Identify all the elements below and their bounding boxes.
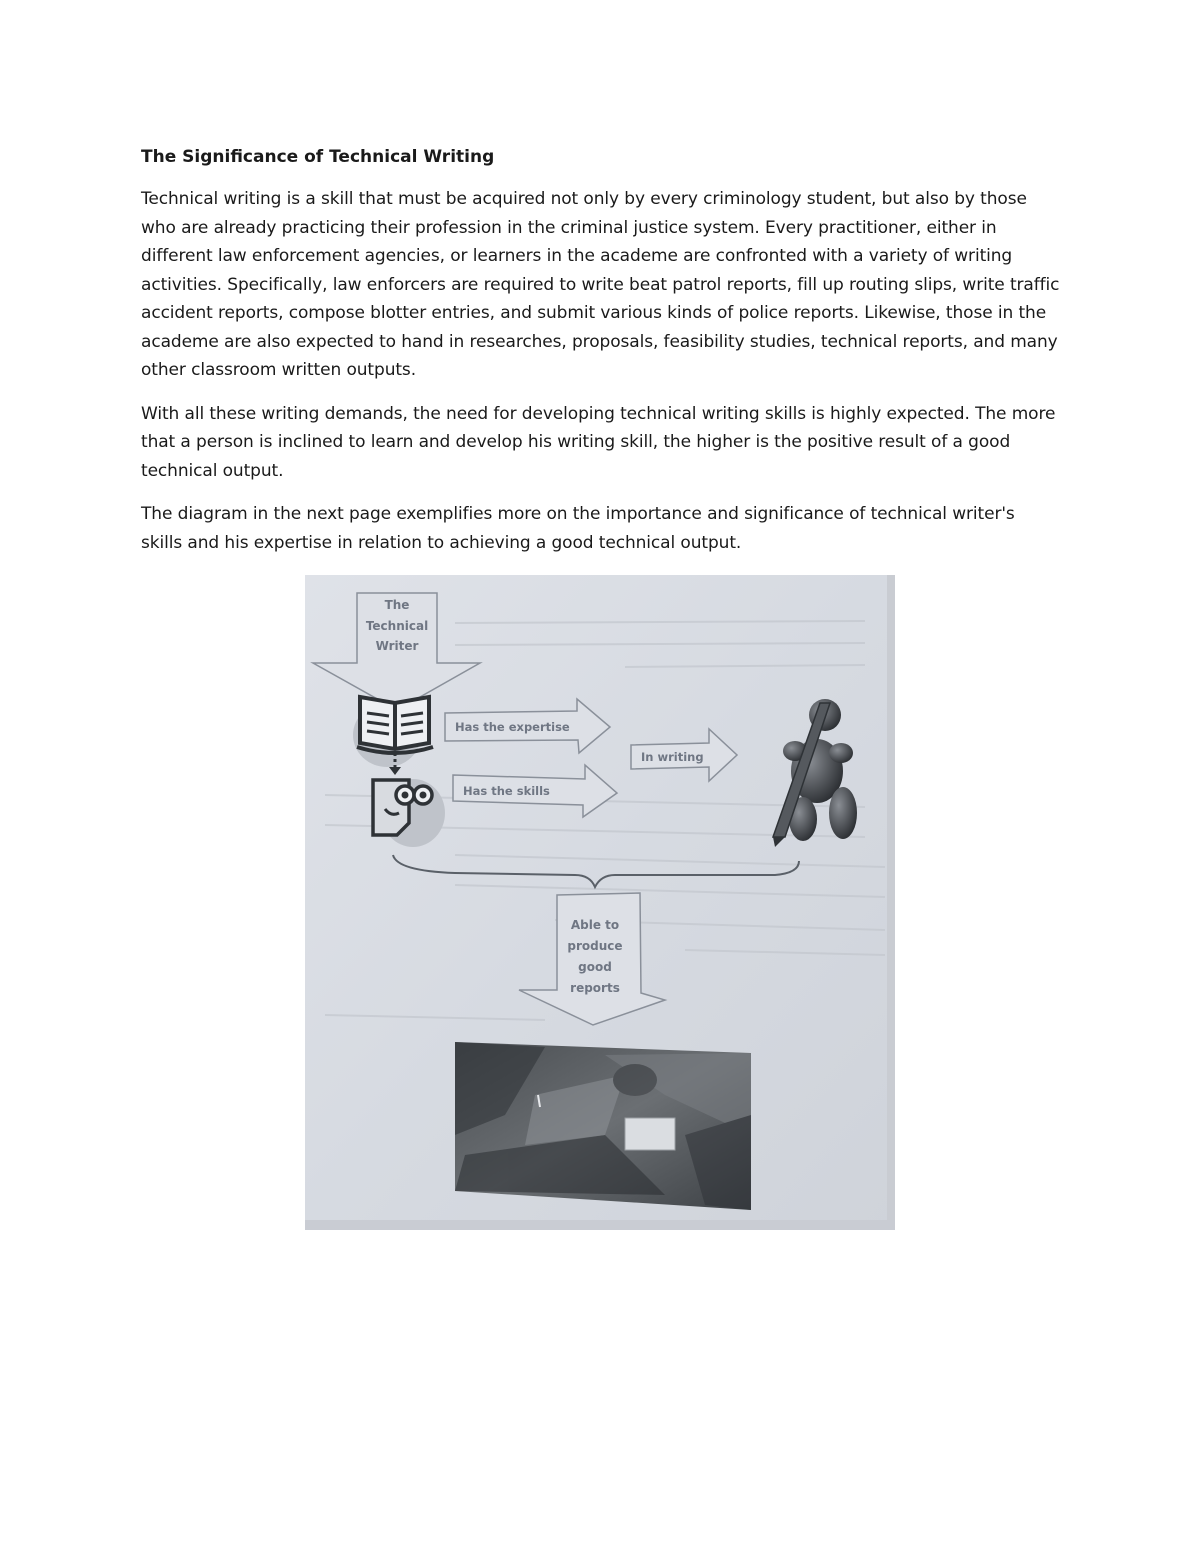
paragraph-1: Technical writing is a skill that must be acquired not only by every criminology student, but also by those who are already practicing their profession in the criminal justice system. Every practitioner, either in different law enforcement agencies, or learners in the academe are confronted with a variety of writing activities. Specifically, law enforcers are required to write beat patrol reports, fill up routing slips, write traffic accident reports, compose blotter entries, and submit various kinds of police reports. Likewise, those in the academe are also expected to hand in researches, proposals, feasibility studies, technical reports, and many other classroom written outputs. [141,189,1060,380]
technical-writer-label-3: Writer [375,639,419,653]
writing-label: In writing [641,750,704,764]
skills-label: Has the skills [463,784,550,798]
paragraph-2: With all these writing demands, the need for developing technical writing skills is highly expected. The more that a person is inclined to learn and develop his writing skill, the higher is the positive result of a good technical output. [141,403,1056,481]
page-title: The Significance of Technical Writing [141,147,495,167]
good-reports-label-4: reports [570,981,620,995]
report-photo [455,1042,751,1210]
diagram-photo [305,575,895,1230]
document-body [141,143,1061,572]
good-reports-label-3: good [578,960,612,974]
good-reports-label-2: produce [567,939,623,953]
technical-writer-label-2: Technical [365,619,429,633]
paragraph-3: The diagram in the next page exemplifies more on the importance and significance of technical writer's skills and his expertise in relation to achieving a good technical output. [141,504,1015,553]
technical-writer-label-1: The [384,598,410,612]
expertise-label: Has the expertise [455,720,570,734]
good-reports-label-1: Able to [570,918,620,932]
